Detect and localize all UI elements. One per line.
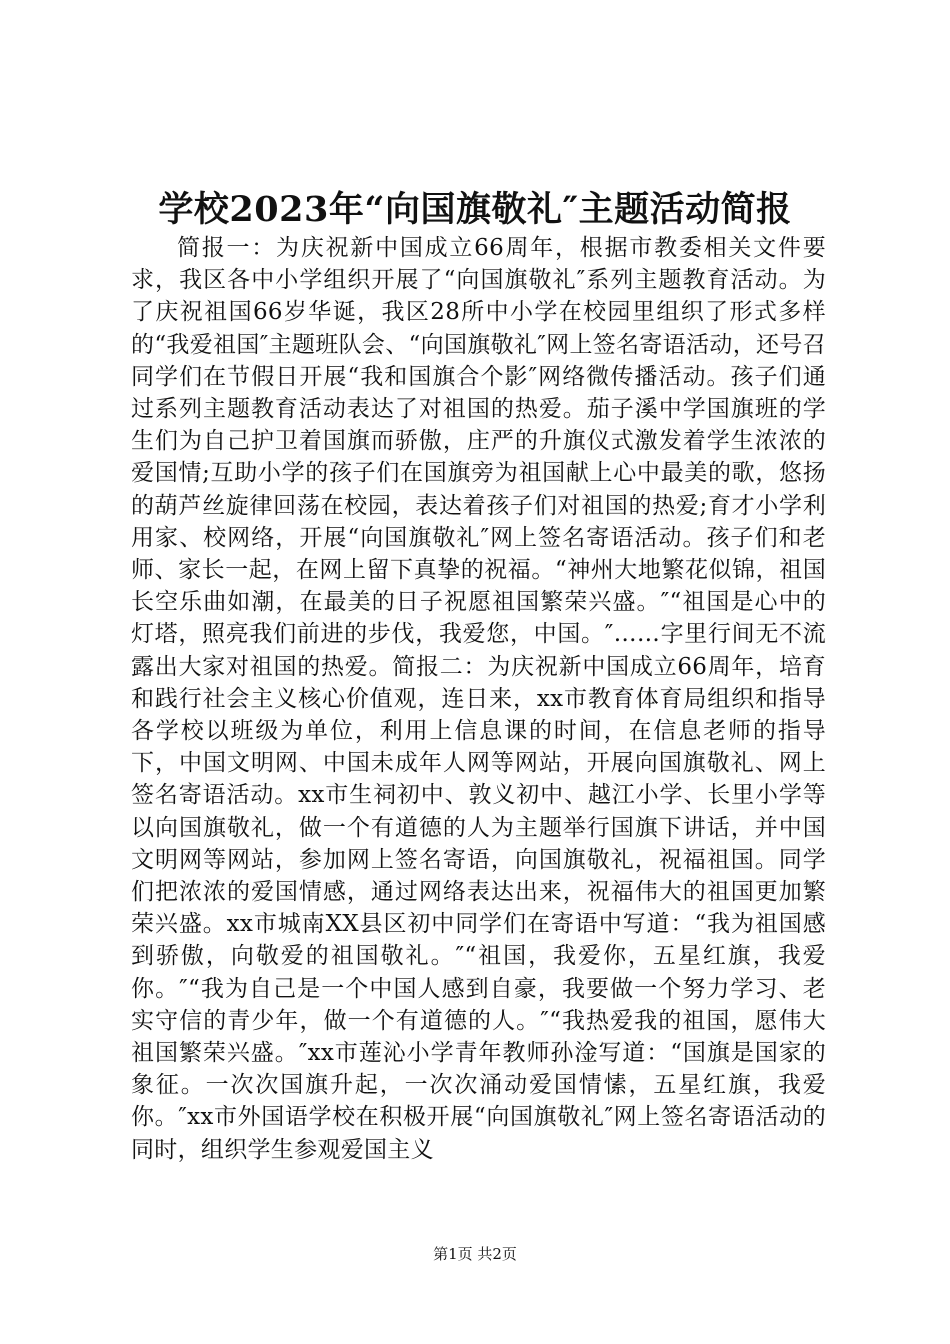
document-body: 简报一：为庆祝新中国成立66周年，根据市教委相关文件要求，我区各中小学组织开展了“向国旗敬礼″系列主题教育活动。为了庆祝祖国66岁华诞，我区28所中小学在校园里组织了形式多样的“我爱祖国″主题班队会、“向国旗敬礼″网上签名寄语活动，还号召同学们在节假日开展“我和国旗合个影″网络微传播活动。孩子们通过系列主题教育活动表达了对祖国的热爱。茄子溪中学国旗班的学生们为自己护卫着国旗而骄傲，庄严的升旗仪式激发着学生浓浓的爱国情;互助小学的孩子们在国旗旁为祖国献上心中最美的歌，悠扬的葫芦丝旋律回荡在校园，表达着孩子们对祖国的热爱;育才小学利用家、校网络，开展“向国旗敬礼″网上签名寄语活动。孩子们和老师、家长一起，在网上留下真挚的祝福。“神州大地繁花似锦，祖国长空乐曲如潮，在最美的日子祝愿祖国繁荣兴盛。″“祖国是心中的灯塔，照亮我们前进的步伐，我爱您，中国。″……字里行间无不流露出大家对祖国的热爱。简报二：为庆祝新中国成立66周年，培育和践行社会主义核心价值观，连日来，xx市教育体育局组织和指导各学校以班级为单位，利用上信息课的时间，在信息老师的指导下，中国文明网、中国未成年人网等网站，开展向国旗敬礼、网上签名寄语活动。xx市生祠初中、敦义初中、越江小学、长里小学等以向国旗敬礼，做一个有道德的人为主题举行国旗下讲话，并中国文明网等网站，参加网上签名寄语，向国旗敬礼，祝福祖国。同学们把浓浓的爱国情感，通过网络表达出来，祝福伟大的祖国更加繁荣兴盛。xx市城南XX县区初中同学们在寄语中写道：“我为祖国感到骄傲，向敬爱的祖国敬礼。″“祖国，我爱你，五星红旗，我爱你。″“我为自己是一个中国人感到自豪，我要做一个努力学习、老实守信的青少年，做一个有道德的人。″“我热爱我的祖国，愿伟大祖国繁荣兴盛。″xx市莲沁小学青年教师孙淦写道：“国旗是国家的象征。一次次国旗升起，一次次涌动爱国情愫，五星红旗，我爱你。″xx市外国语学校在积极开展“向国旗敬礼″网上签名寄语活动的同时，组织学生参观爱国主义 (131, 235, 826, 1163)
document-title: 学校2023年“向国旗敬礼″主题活动简报 (158, 189, 792, 230)
page-footer: 第1页 共2页 (433, 1245, 517, 1263)
